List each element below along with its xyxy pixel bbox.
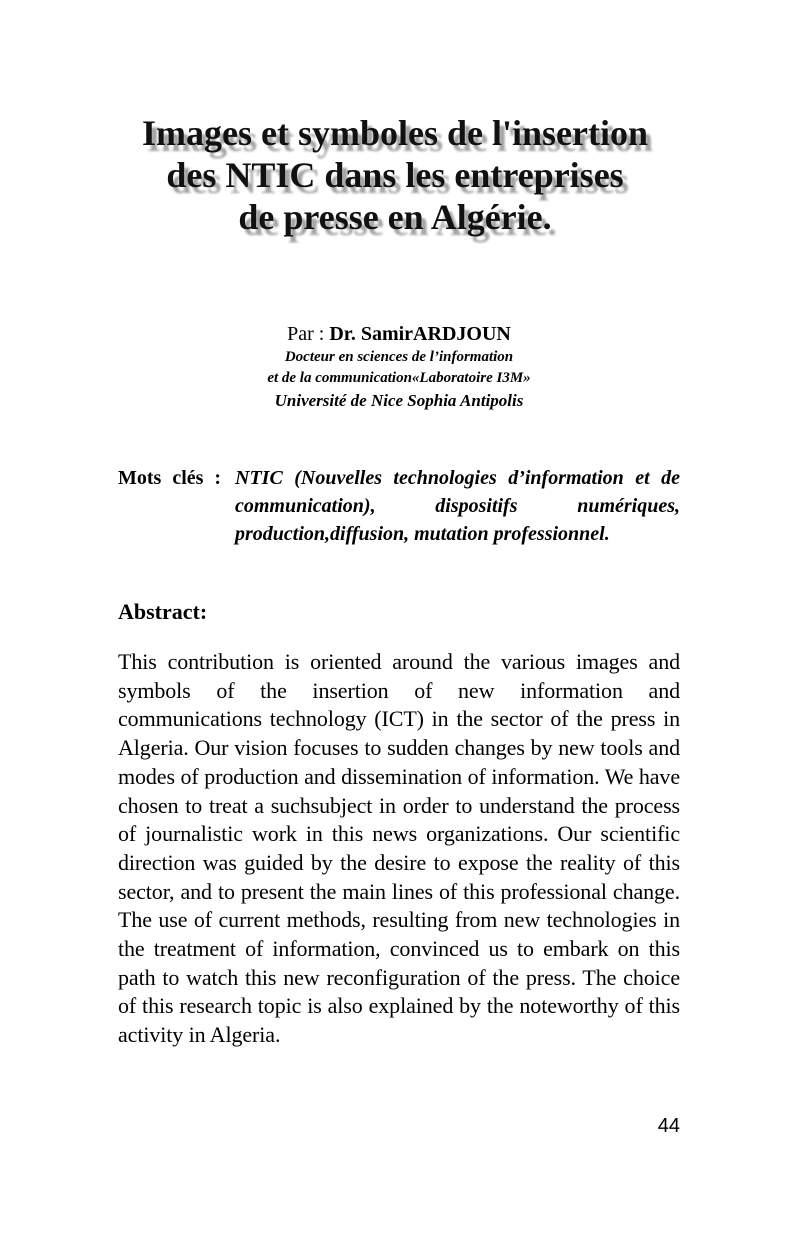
keywords-label: Mots clés :	[118, 467, 222, 489]
abstract-body: This contribution is oriented around the various images and symbols of the insertion of new information and communications technology (ICT) in the sector of the press in Algeria. Our vision focuses to sudden changes by new tools and modes of production and dissemination of information. We have chosen to treat a suchsubject in order to understand the process of journalistic work in this news organizations. Our scientific direction was guided by the desire to expose the reality of this sector, and to present the main lines of this professional change. The use of current methods, resulting from new technologies in the treatment of information, convinced us to embark on this path to watch this new reconfiguration of the press. The choice of this research topic is also explained by the noteworthy of this activity in Algeria.	[118, 649, 680, 1048]
title-line-3: de presse en Algérie.	[238, 197, 552, 237]
page-number: 44	[657, 1115, 680, 1137]
author-name: Dr. SamirARDJOUN	[329, 323, 511, 345]
author-line	[118, 321, 680, 347]
abstract-heading: Abstract:	[118, 599, 208, 624]
article-title	[100, 112, 690, 238]
university: Université de Nice Sophia Antipolis	[274, 391, 524, 410]
title-line-1: Images et symboles de l'insertion	[142, 113, 648, 153]
author-block	[118, 321, 680, 413]
title-line-2: des NTIC dans les entreprises	[166, 155, 624, 195]
affiliation-line-1: Docteur en sciences de l’information	[284, 349, 514, 365]
keywords-text: NTIC (Nouvelles technologies d’information et de communication), dispositifs numériques, production,diffusion, mutation professionnel.	[235, 467, 680, 545]
affiliation-line-2: et de la communication«Laboratoire I3M»	[267, 370, 531, 386]
author-prefix: Par :	[287, 323, 330, 345]
